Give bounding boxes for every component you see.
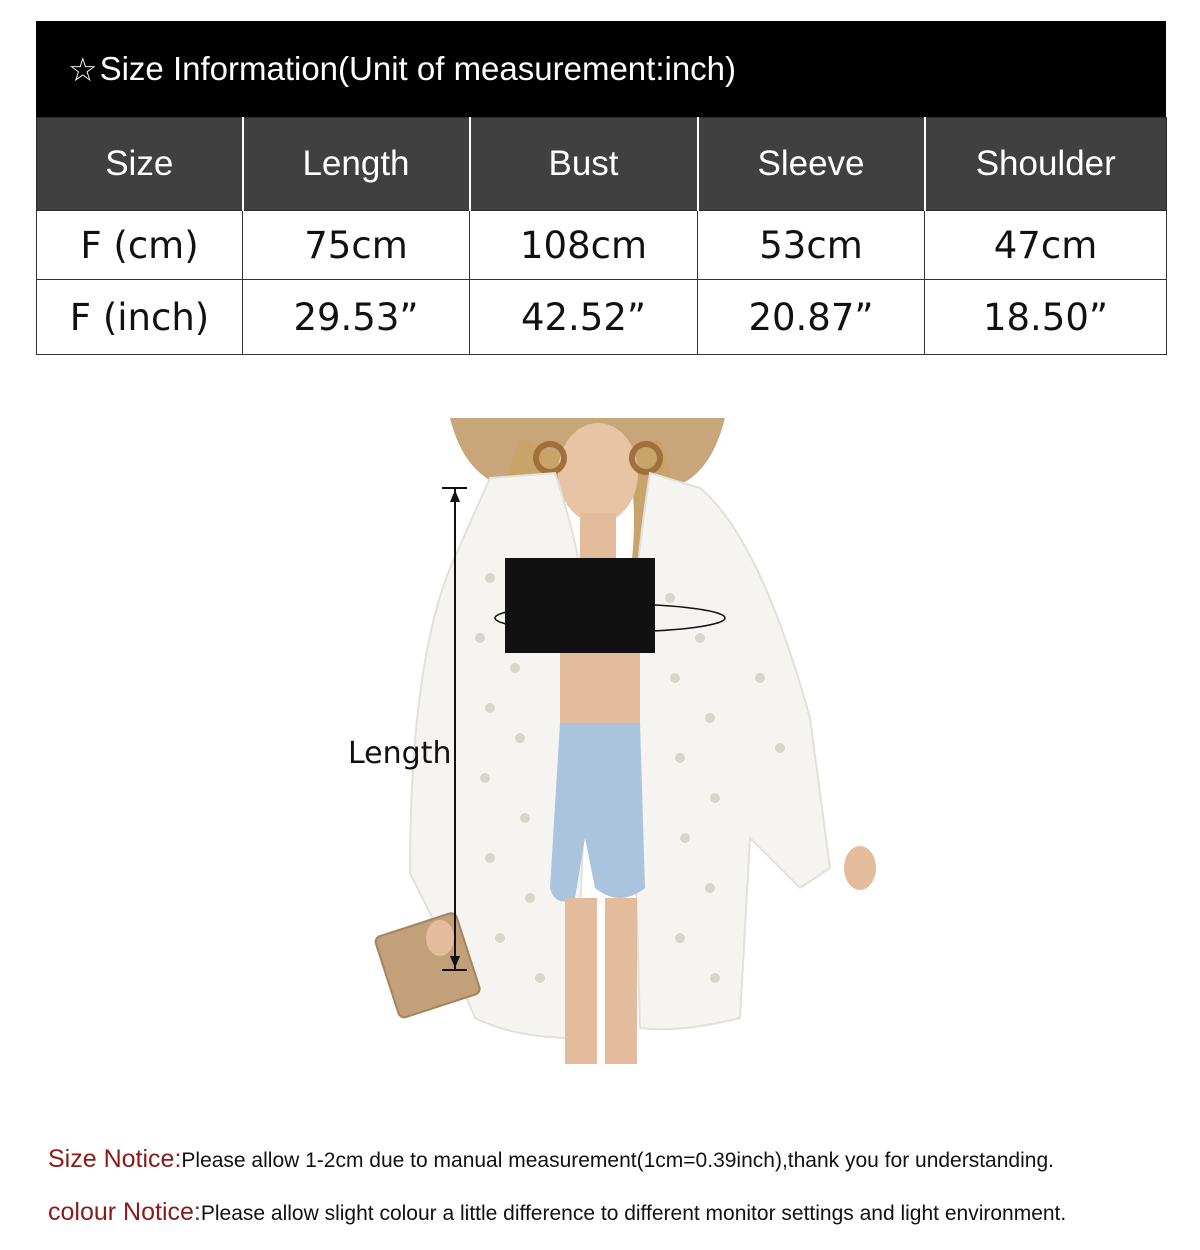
length-label: Length bbox=[348, 736, 452, 771]
hand-right-shape bbox=[844, 846, 876, 890]
size-notice bbox=[48, 1145, 1054, 1174]
table-cell: 29.53” bbox=[243, 280, 470, 355]
table-cell: 20.87” bbox=[698, 280, 925, 355]
table-cell: 47cm bbox=[925, 211, 1167, 280]
table-cell: F (cm) bbox=[37, 211, 243, 280]
hand-left-shape bbox=[426, 920, 454, 956]
table-cell: 75cm bbox=[243, 211, 470, 280]
colour-notice bbox=[48, 1198, 1066, 1227]
midriff-shape bbox=[560, 653, 640, 723]
table-cell: 53cm bbox=[698, 211, 925, 280]
denim-shorts-shape bbox=[550, 723, 645, 901]
leg-left-shape bbox=[565, 898, 597, 1064]
table-cell: F (inch) bbox=[37, 280, 243, 355]
size-info-header bbox=[36, 21, 1166, 117]
colour-notice-text: Please allow slight colour a little difference to different monitor settings and light environment. bbox=[200, 1202, 1067, 1225]
leg-right-shape bbox=[605, 898, 637, 1064]
bust-label: Bust bbox=[566, 590, 633, 625]
table-header-row bbox=[37, 118, 1167, 211]
table-cell: 42.52” bbox=[470, 280, 698, 355]
col-header-length: Length bbox=[243, 118, 470, 211]
star-icon: ☆ bbox=[68, 50, 98, 88]
cardigan-right-shape bbox=[630, 473, 830, 1029]
table-cell: 18.50” bbox=[925, 280, 1167, 355]
arrow-up-icon bbox=[450, 490, 460, 502]
colour-notice-label: colour Notice: bbox=[48, 1198, 201, 1226]
face-shape bbox=[558, 423, 638, 523]
col-header-bust: Bust bbox=[470, 118, 698, 211]
product-photo bbox=[340, 418, 880, 1064]
table-row bbox=[37, 280, 1167, 355]
table-cell: 108cm bbox=[470, 211, 698, 280]
col-header-shoulder: Shoulder bbox=[925, 118, 1167, 211]
size-notice-label: Size Notice: bbox=[48, 1145, 182, 1173]
size-table bbox=[36, 117, 1167, 355]
col-header-sleeve: Sleeve bbox=[698, 118, 925, 211]
table-row bbox=[37, 211, 1167, 280]
size-notice-text: Please allow 1-2cm due to manual measurement(1cm=0.39inch),thank you for understanding. bbox=[181, 1149, 1054, 1172]
col-header-size: Size bbox=[37, 118, 243, 211]
header-title: Size Information(Unit of measurement:inch) bbox=[99, 50, 737, 87]
neck-shape bbox=[580, 513, 616, 558]
